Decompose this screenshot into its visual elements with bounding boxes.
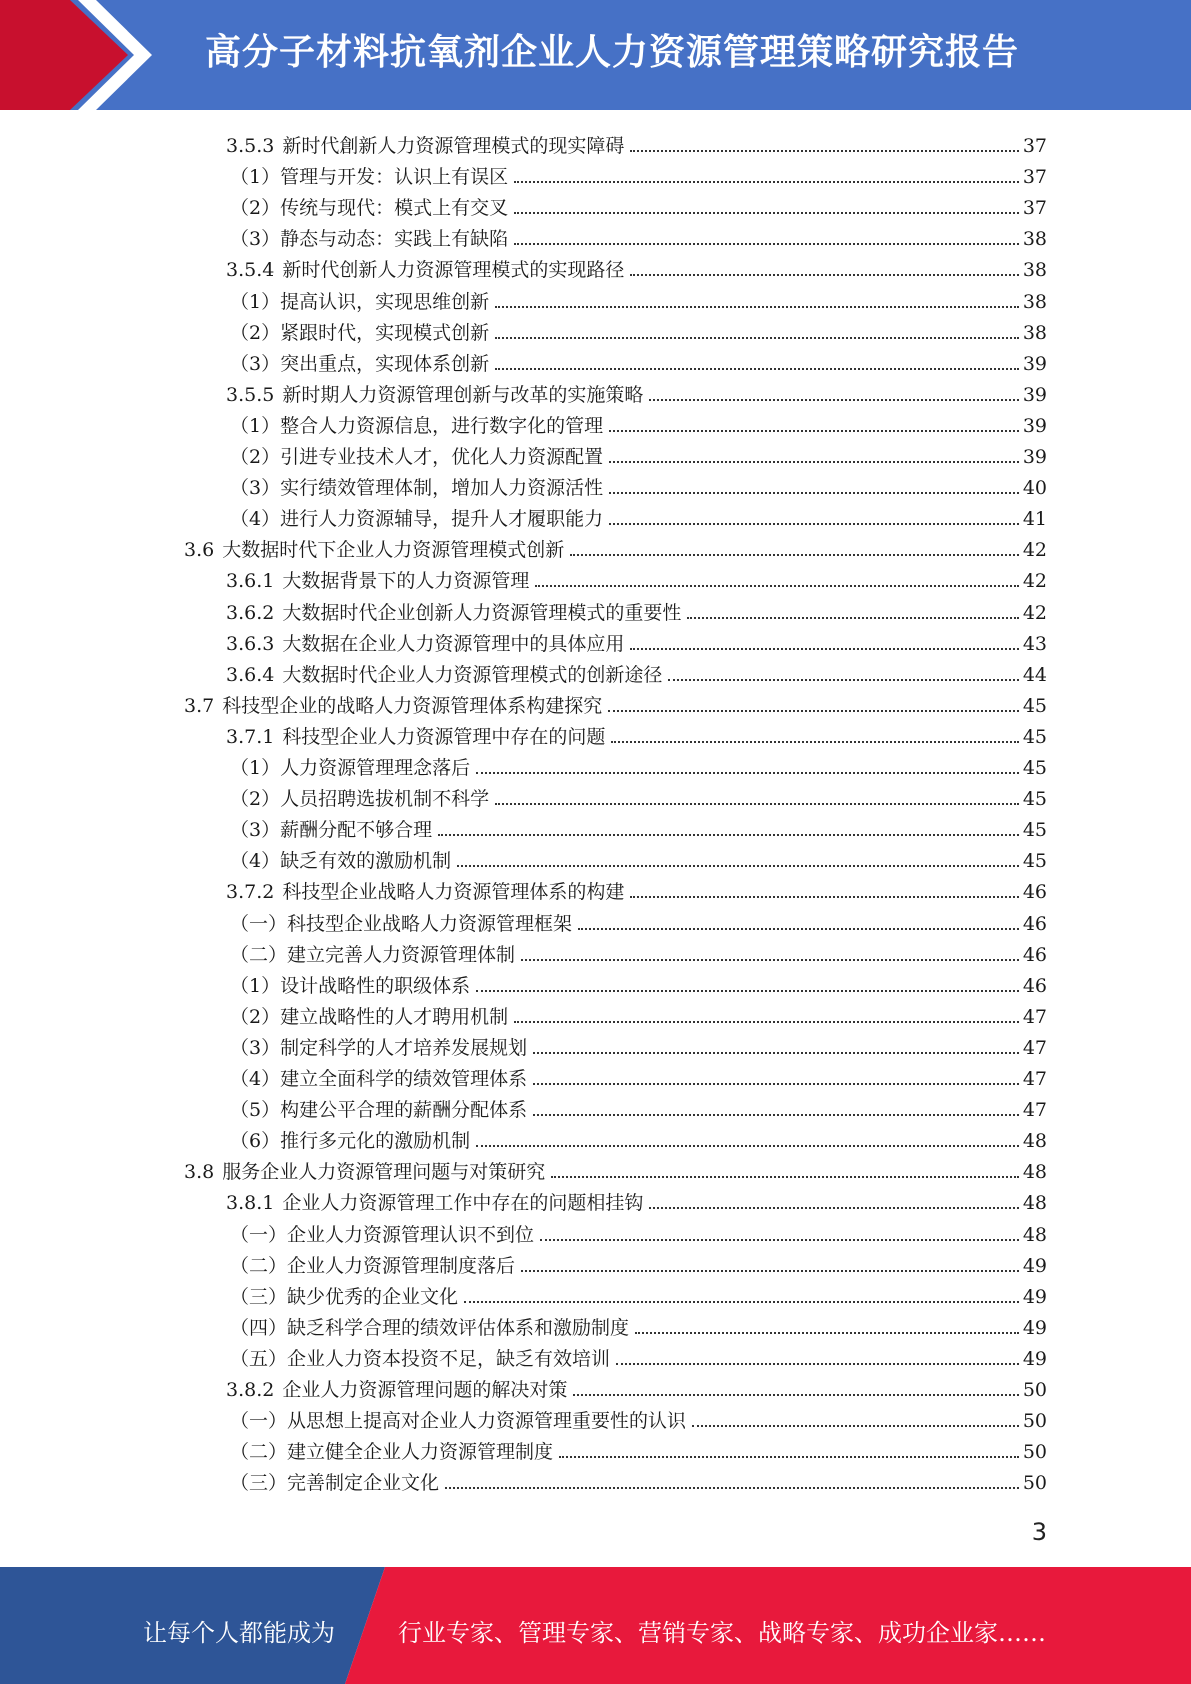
toc-entry[interactable] <box>226 376 1047 407</box>
toc-dot-leader <box>514 181 1019 183</box>
toc-entry-title: （3）制定科学的人才培养发展规划 <box>230 1036 528 1059</box>
toc-dot-leader <box>649 1207 1018 1209</box>
toc-entry-title: （一）企业人力资源管理认识不到位 <box>230 1223 535 1246</box>
toc-dot-leader <box>495 803 1019 805</box>
toc-entry-title: （五）企业人力资本投资不足，缺乏有效培训 <box>230 1347 611 1370</box>
toc-entry-page: 38 <box>1022 259 1047 282</box>
toc-dot-leader <box>514 243 1019 245</box>
toc-dot-leader <box>521 959 1019 961</box>
toc-dot-leader <box>609 492 1019 494</box>
toc-entry-title: （1）管理与开发：认识上有误区 <box>230 166 509 189</box>
toc-entry-title: （四）缺乏科学合理的绩效评估体系和激励制度 <box>230 1316 630 1339</box>
report-title: 高分子材料抗氧剂企业人力资源管理策略研究报告 <box>205 32 1020 73</box>
toc-entry-number: 3.8.1 <box>226 1192 275 1215</box>
toc-entry[interactable] <box>230 1122 1047 1153</box>
toc-entry[interactable] <box>230 1340 1047 1371</box>
toc-dot-leader <box>687 617 1018 619</box>
toc-entry[interactable] <box>226 625 1047 656</box>
toc-entry-page: 45 <box>1022 757 1047 779</box>
toc-entry-title: （三）缺少优秀的企业文化 <box>230 1285 459 1308</box>
page-header <box>0 0 1191 110</box>
toc-entry[interactable] <box>230 1247 1047 1278</box>
toc-dot-leader <box>609 523 1019 525</box>
toc-entry-page: 49 <box>1022 1285 1047 1308</box>
toc-entry-title: （1）人力资源管理理念落后 <box>230 757 471 779</box>
toc-entry-title: 科技型企业战略人力资源管理体系的构建 <box>282 881 625 904</box>
toc-dot-leader <box>540 1239 1019 1241</box>
toc-entry-page: 47 <box>1022 1005 1047 1028</box>
toc-entry-title: （二）建立完善人力资源管理体制 <box>230 943 516 966</box>
toc-entry-number: 3.6.1 <box>226 570 275 593</box>
toc-entry[interactable] <box>230 220 1047 251</box>
toc-entry-title: 企业人力资源管理工作中存在的问题相挂钩 <box>282 1192 644 1215</box>
toc-entry-title: （4）进行人力资源辅导，提升人才履职能力 <box>230 508 604 531</box>
toc-entry[interactable] <box>184 687 1047 718</box>
toc-entry[interactable] <box>230 998 1047 1029</box>
toc-entry[interactable] <box>230 1309 1047 1340</box>
toc-entry-title: （一）科技型企业战略人力资源管理框架 <box>230 912 573 935</box>
toc-entry-page: 45 <box>1022 694 1047 717</box>
toc-entry-page: 50 <box>1022 1441 1047 1464</box>
toc-entry[interactable] <box>230 780 1047 811</box>
toc-entry-page: 48 <box>1022 1223 1047 1246</box>
page-number: 3 <box>1031 1518 1047 1546</box>
toc-entry-title: （2）引进专业技术人才，优化人力资源配置 <box>230 446 604 468</box>
toc-entry-number: 3.8 <box>184 1161 215 1184</box>
toc-dot-leader <box>611 741 1018 743</box>
toc-entry-page: 40 <box>1022 477 1047 500</box>
toc-entry[interactable] <box>230 967 1047 998</box>
toc-entry[interactable] <box>230 189 1047 220</box>
toc-entry-page: 50 <box>1022 1410 1047 1433</box>
toc-entry-title: 大数据背景下的人力资源管理 <box>282 570 530 593</box>
toc-entry[interactable] <box>226 594 1047 625</box>
toc-entry-title: 新时代創新人力资源管理模式的现实障碍 <box>282 135 625 157</box>
footer-slogan-left: 让每个人都能成为 <box>143 1619 335 1647</box>
toc-entry-page: 42 <box>1022 601 1047 624</box>
toc-entry-page: 45 <box>1022 788 1047 811</box>
toc-dot-leader <box>495 368 1019 370</box>
toc-entry-page: 48 <box>1022 1192 1047 1215</box>
toc-entry-page: 47 <box>1022 1099 1047 1122</box>
toc-dot-leader <box>551 1176 1019 1178</box>
toc-entry[interactable] <box>230 1029 1047 1060</box>
toc-entry-title: （三）完善制定企业文化 <box>230 1472 440 1495</box>
toc-entry-title: （1）整合人力资源信息，进行数字化的管理 <box>230 414 604 437</box>
toc-entry-page: 39 <box>1022 352 1047 375</box>
toc-entry-page: 46 <box>1022 974 1047 997</box>
toc-entry-page: 45 <box>1022 819 1047 842</box>
toc-entry-title: （2）传统与现代：模式上有交叉 <box>230 197 509 220</box>
toc-entry[interactable] <box>230 905 1047 936</box>
toc-dot-leader <box>630 150 1018 152</box>
toc-entry-title: （4）缺乏有效的激励机制 <box>230 850 452 873</box>
toc-entry-number: 3.5.5 <box>226 383 275 406</box>
toc-entry-page: 48 <box>1022 1130 1047 1153</box>
toc-entry-page: 44 <box>1022 663 1047 686</box>
toc-entry[interactable] <box>230 842 1047 873</box>
toc-entry[interactable] <box>226 873 1047 904</box>
toc-entry-page: 45 <box>1022 850 1047 873</box>
toc-entry-title: 新时期人力资源管理创新与改革的实施策略 <box>282 383 644 406</box>
toc-entry-title: （二）建立健全企业人力资源管理制度 <box>230 1441 554 1464</box>
toc-entry-page: 49 <box>1022 1316 1047 1339</box>
toc-entry[interactable] <box>230 1091 1047 1122</box>
toc-entry-page: 47 <box>1022 1068 1047 1090</box>
toc-entry-page: 42 <box>1022 539 1047 562</box>
toc-entry[interactable] <box>184 1153 1047 1184</box>
toc-entry-title: （一）从思想上提高对企业人力资源管理重要性的认识 <box>230 1410 687 1433</box>
toc-dot-leader <box>535 585 1018 587</box>
toc-entry[interactable] <box>184 531 1047 562</box>
toc-entry-page: 39 <box>1022 446 1047 468</box>
toc-entry-page: 47 <box>1022 1036 1047 1059</box>
toc-entry-title: （1）提高认识，实现思维创新 <box>230 290 490 313</box>
toc-entry-page: 38 <box>1022 228 1047 251</box>
toc-entry[interactable] <box>230 345 1047 376</box>
toc-entry[interactable] <box>230 314 1047 345</box>
toc-entry-page: 39 <box>1022 383 1047 406</box>
toc-dot-leader <box>533 1052 1019 1054</box>
toc-entry[interactable] <box>230 407 1047 438</box>
toc-dot-leader <box>533 1083 1019 1085</box>
toc-entry-title: 科技型企业人力资源管理中存在的问题 <box>282 725 606 748</box>
toc-entry-title: （3）静态与动态：实践上有缺陷 <box>230 228 509 251</box>
toc-entry-page: 46 <box>1022 943 1047 966</box>
toc-entry-page: 37 <box>1022 197 1047 220</box>
toc-entry-title: （4）建立全面科学的绩效管理体系 <box>230 1068 528 1090</box>
toc-dot-leader <box>464 1301 1019 1303</box>
toc-dot-leader <box>457 865 1019 867</box>
toc-entry-title: 服务企业人力资源管理问题与对策研究 <box>222 1161 546 1184</box>
toc-entry-number: 3.7.2 <box>226 881 275 904</box>
toc-entry-number: 3.7 <box>184 694 215 717</box>
toc-dot-leader <box>692 1425 1019 1427</box>
toc-entry-title: （2）紧跟时代，实现模式创新 <box>230 321 490 344</box>
toc-entry-page: 38 <box>1022 321 1047 344</box>
toc-dot-leader <box>668 679 1018 681</box>
toc-entry-page: 41 <box>1022 508 1047 531</box>
toc-entry-title: 大数据在企业人力资源管理中的具体应用 <box>282 632 625 655</box>
toc-dot-leader <box>609 430 1019 432</box>
toc-entry[interactable] <box>230 438 1047 469</box>
toc-entry-title: （2）建立战略性的人才聘用机制 <box>230 1005 509 1028</box>
toc-entry-page: 43 <box>1022 632 1047 655</box>
toc-entry-title: （5）构建公平合理的薪酬分配体系 <box>230 1099 528 1122</box>
toc-entry-page: 50 <box>1022 1379 1047 1401</box>
toc-entry-number: 3.6 <box>184 539 215 562</box>
toc-entry-number: 3.6.2 <box>226 601 275 624</box>
toc-dot-leader <box>649 399 1018 401</box>
toc-entry-title: 大数据时代下企业人力资源管理模式创新 <box>222 539 565 562</box>
toc-dot-leader <box>630 648 1018 650</box>
toc-entry-title: 大数据时代企业人力资源管理模式的创新途径 <box>282 663 663 686</box>
toc-entry[interactable] <box>230 283 1047 314</box>
toc-entry-page: 42 <box>1022 570 1047 593</box>
toc-entry-page: 46 <box>1022 881 1047 904</box>
toc-entry-page: 37 <box>1022 135 1047 157</box>
toc-entry-title: 新时代创新人力资源管理模式的实现路径 <box>282 259 625 282</box>
toc-entry[interactable] <box>226 562 1047 593</box>
toc-dot-leader <box>476 772 1019 774</box>
toc-entry-page: 49 <box>1022 1254 1047 1277</box>
toc-entry[interactable] <box>230 158 1047 189</box>
toc-entry-page: 38 <box>1022 290 1047 313</box>
toc-dot-leader <box>445 1487 1019 1489</box>
toc-entry-number: 3.8.2 <box>226 1379 275 1401</box>
page-footer <box>0 1567 1191 1684</box>
toc-dot-leader <box>573 1394 1018 1396</box>
toc-dot-leader <box>521 1270 1019 1272</box>
toc-entry[interactable] <box>226 656 1047 687</box>
toc-dot-leader <box>495 337 1019 339</box>
toc-entry[interactable] <box>230 1433 1047 1464</box>
toc-dot-leader <box>578 928 1019 930</box>
toc-entry-title: （6）推行多元化的激励机制 <box>230 1130 471 1153</box>
toc-entry-page: 45 <box>1022 725 1047 748</box>
toc-entry[interactable] <box>230 1216 1047 1247</box>
toc-entry-title: （2）人员招聘选拔机制不科学 <box>230 788 490 811</box>
toc-entry[interactable] <box>230 749 1047 780</box>
toc-entry[interactable] <box>230 1278 1047 1309</box>
toc-entry-title: 科技型企业的战略人力资源管理体系构建探究 <box>222 694 603 717</box>
toc-dot-leader <box>635 1332 1019 1334</box>
toc-entry[interactable] <box>230 1402 1047 1433</box>
toc-dot-leader <box>438 834 1019 836</box>
toc-entry[interactable] <box>226 127 1047 158</box>
toc-dot-leader <box>533 1114 1019 1116</box>
toc-entry-title: （3）薪酬分配不够合理 <box>230 819 433 842</box>
toc-entry-page: 50 <box>1022 1472 1047 1495</box>
toc-dot-leader <box>630 896 1018 898</box>
toc-dot-leader <box>559 1456 1019 1458</box>
toc-entry-title: （3）实行绩效管理体制，增加人力资源活性 <box>230 477 604 500</box>
toc-dot-leader <box>514 1021 1019 1023</box>
toc-entry[interactable] <box>226 251 1047 282</box>
toc-entry-page: 48 <box>1022 1161 1047 1184</box>
toc-entry[interactable] <box>230 469 1047 500</box>
toc-entry-title: （3）突出重点，实现体系创新 <box>230 352 490 375</box>
toc-dot-leader <box>616 1363 1019 1365</box>
toc-dot-leader <box>495 306 1019 308</box>
toc-dot-leader <box>630 274 1018 276</box>
footer-slogan-right: 行业专家、管理专家、营销专家、战略专家、成功企业家…… <box>398 1619 1046 1647</box>
header-chevron-decoration <box>0 0 160 110</box>
toc-entry[interactable] <box>230 500 1047 531</box>
toc-entry[interactable] <box>230 1464 1047 1495</box>
toc-entry-title: （二）企业人力资源管理制度落后 <box>230 1254 516 1277</box>
toc-entry-number: 3.6.4 <box>226 663 275 686</box>
toc-dot-leader <box>476 990 1019 992</box>
toc-entry[interactable] <box>230 936 1047 967</box>
toc-entry[interactable] <box>226 1184 1047 1215</box>
toc-entry[interactable] <box>226 718 1047 749</box>
toc-entry-page: 39 <box>1022 414 1047 437</box>
toc-entry[interactable] <box>230 1060 1047 1091</box>
toc-entry-number: 3.7.1 <box>226 725 275 748</box>
toc-dot-leader <box>609 461 1019 463</box>
toc-entry-number: 3.5.4 <box>226 259 275 282</box>
toc-dot-leader <box>570 554 1019 556</box>
toc-entry[interactable] <box>230 811 1047 842</box>
toc-entry-title: （1）设计战略性的职级体系 <box>230 974 471 997</box>
toc-entry-page: 49 <box>1022 1347 1047 1370</box>
toc-entry[interactable] <box>226 1371 1047 1402</box>
toc-dot-leader <box>608 710 1019 712</box>
toc-entry-title: 企业人力资源管理问题的解决对策 <box>282 1379 568 1401</box>
toc-entry-page: 46 <box>1022 912 1047 935</box>
toc-entry-title: 大数据时代企业创新人力资源管理模式的重要性 <box>282 601 682 624</box>
toc-entry-number: 3.5.3 <box>226 135 275 157</box>
toc-entry-page: 37 <box>1022 166 1047 189</box>
toc-entry-number: 3.6.3 <box>226 632 275 655</box>
toc-dot-leader <box>514 212 1019 214</box>
toc-dot-leader <box>476 1145 1019 1147</box>
